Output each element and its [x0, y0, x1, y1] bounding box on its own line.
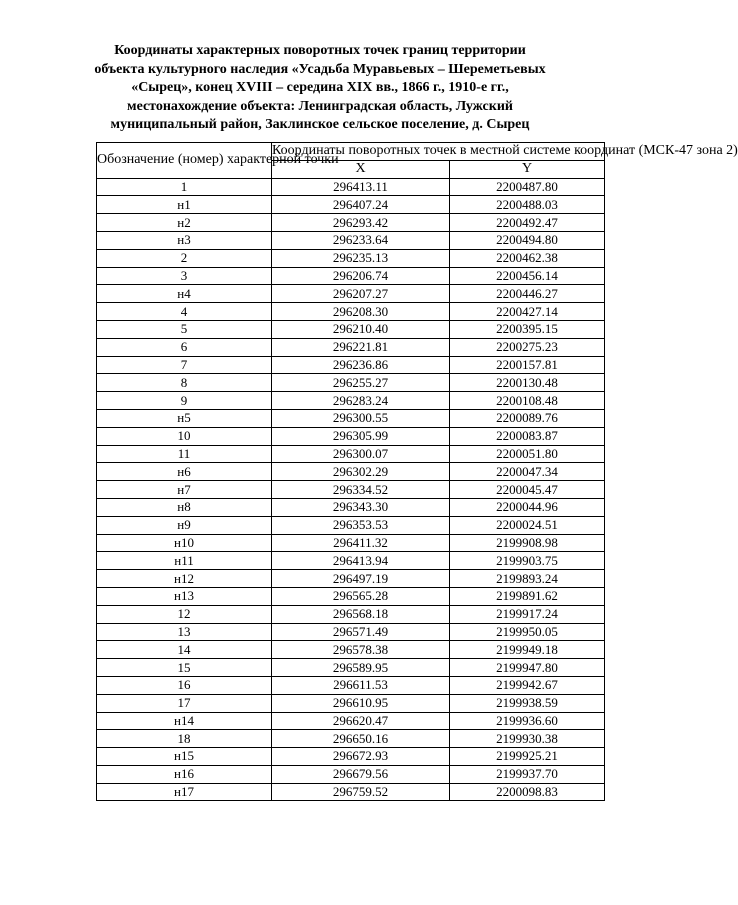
cell-x: 296210.40: [272, 320, 450, 338]
cell-x: 296283.24: [272, 392, 450, 410]
cell-x: 296568.18: [272, 605, 450, 623]
cell-x: 296413.11: [272, 178, 450, 196]
cell-x: 296611.53: [272, 676, 450, 694]
cell-x: 296610.95: [272, 694, 450, 712]
cell-point: н3: [97, 231, 272, 249]
table-row: [97, 249, 605, 267]
cell-x: 296236.86: [272, 356, 450, 374]
cell-point: н17: [97, 783, 272, 801]
cell-y: 2200108.48: [450, 392, 605, 410]
cell-y: 2200089.76: [450, 409, 605, 427]
table-row: [97, 587, 605, 605]
cell-point: н1: [97, 196, 272, 214]
cell-y: 2200051.80: [450, 445, 605, 463]
cell-y: 2199893.24: [450, 570, 605, 588]
cell-y: 2200047.34: [450, 463, 605, 481]
table-row: [97, 498, 605, 516]
cell-y: 2200456.14: [450, 267, 605, 285]
cell-y: 2200083.87: [450, 427, 605, 445]
table-row: [97, 534, 605, 552]
cell-x: 296255.27: [272, 374, 450, 392]
cell-x: 296300.07: [272, 445, 450, 463]
cell-y: 2199937.70: [450, 765, 605, 783]
cell-x: 296334.52: [272, 481, 450, 499]
cell-point: 6: [97, 338, 272, 356]
header-point: Обозначение (номер) характерной точки: [97, 143, 272, 179]
cell-point: 16: [97, 676, 272, 694]
table-row: [97, 694, 605, 712]
cell-y: 2200395.15: [450, 320, 605, 338]
cell-point: н7: [97, 481, 272, 499]
table-row: [97, 783, 605, 801]
table-row: [97, 481, 605, 499]
table-row: [97, 463, 605, 481]
cell-point: н2: [97, 214, 272, 232]
cell-y: 2200044.96: [450, 498, 605, 516]
cell-x: 296235.13: [272, 249, 450, 267]
table-row: [97, 320, 605, 338]
cell-point: н13: [97, 587, 272, 605]
table-row: [97, 338, 605, 356]
cell-x: 296565.28: [272, 587, 450, 605]
cell-point: н16: [97, 765, 272, 783]
table-row: [97, 409, 605, 427]
cell-x: 296206.74: [272, 267, 450, 285]
cell-y: 2199891.62: [450, 587, 605, 605]
table-row: [97, 445, 605, 463]
cell-x: 296353.53: [272, 516, 450, 534]
cell-y: 2199949.18: [450, 641, 605, 659]
table-row: [97, 267, 605, 285]
table-row: [97, 374, 605, 392]
cell-x: 296650.16: [272, 730, 450, 748]
table-row: [97, 178, 605, 196]
cell-point: 14: [97, 641, 272, 659]
cell-point: 3: [97, 267, 272, 285]
table-row: [97, 765, 605, 783]
table-row: [97, 516, 605, 534]
table-row: [97, 748, 605, 766]
header-coordinates: Координаты поворотных точек в местной системе координат (МСК-47 зона 2): [272, 143, 738, 159]
cell-y: 2200427.14: [450, 303, 605, 321]
table-row: [97, 196, 605, 214]
cell-x: 296571.49: [272, 623, 450, 641]
cell-x: 296233.64: [272, 231, 450, 249]
cell-point: 15: [97, 659, 272, 677]
cell-y: 2200487.80: [450, 178, 605, 196]
cell-point: н15: [97, 748, 272, 766]
table-row: [97, 552, 605, 570]
table-row: [97, 231, 605, 249]
title-line: «Сырец», конец XVIII – середина XIX вв., 1866 г., 1910-е гг.,: [131, 80, 509, 95]
cell-x: 296589.95: [272, 659, 450, 677]
cell-y: 2199947.80: [450, 659, 605, 677]
cell-x: 296302.29: [272, 463, 450, 481]
cell-y: 2199936.60: [450, 712, 605, 730]
cell-y: 2199950.05: [450, 623, 605, 641]
cell-x: 296207.27: [272, 285, 450, 303]
cell-point: н12: [97, 570, 272, 588]
header-x: X: [272, 160, 450, 178]
cell-x: 296305.99: [272, 427, 450, 445]
cell-y: 2200494.80: [450, 231, 605, 249]
table-header: [97, 143, 738, 179]
title-line: Координаты характерных поворотных точек границ территории: [114, 43, 526, 58]
cell-y: 2200157.81: [450, 356, 605, 374]
cell-point: н9: [97, 516, 272, 534]
cell-point: н4: [97, 285, 272, 303]
title-line: муниципальный район, Заклинское сельское поселение, д. Сырец: [110, 117, 530, 132]
cell-point: 4: [97, 303, 272, 321]
cell-point: 8: [97, 374, 272, 392]
cell-y: 2199908.98: [450, 534, 605, 552]
cell-y: 2200492.47: [450, 214, 605, 232]
cell-point: 17: [97, 694, 272, 712]
table-row: [97, 570, 605, 588]
table-row: [97, 712, 605, 730]
cell-x: 296672.93: [272, 748, 450, 766]
cell-point: н14: [97, 712, 272, 730]
table-body: [97, 178, 605, 801]
cell-point: н11: [97, 552, 272, 570]
cell-point: 18: [97, 730, 272, 748]
cell-y: 2200488.03: [450, 196, 605, 214]
table-row: [97, 427, 605, 445]
table-row: [97, 214, 605, 232]
cell-x: 296407.24: [272, 196, 450, 214]
table-row: [97, 392, 605, 410]
table-row: [97, 605, 605, 623]
cell-y: 2200275.23: [450, 338, 605, 356]
cell-y: 2200446.27: [450, 285, 605, 303]
table-row: [97, 659, 605, 677]
cell-x: 296620.47: [272, 712, 450, 730]
cell-y: 2199903.75: [450, 552, 605, 570]
cell-x: 296293.42: [272, 214, 450, 232]
cell-x: 296221.81: [272, 338, 450, 356]
cell-point: 13: [97, 623, 272, 641]
table-row: [97, 730, 605, 748]
cell-x: 296411.32: [272, 534, 450, 552]
document-title: [60, 42, 580, 135]
cell-y: 2199942.67: [450, 676, 605, 694]
cell-point: 5: [97, 320, 272, 338]
cell-x: 296578.38: [272, 641, 450, 659]
cell-point: 7: [97, 356, 272, 374]
cell-y: 2199930.38: [450, 730, 605, 748]
table-row: [97, 356, 605, 374]
cell-y: 2200045.47: [450, 481, 605, 499]
cell-y: 2200024.51: [450, 516, 605, 534]
coordinates-table: [96, 142, 738, 801]
cell-x: 296208.30: [272, 303, 450, 321]
cell-y: 2200098.83: [450, 783, 605, 801]
cell-point: 10: [97, 427, 272, 445]
cell-point: н10: [97, 534, 272, 552]
title-line: местонахождение объекта: Ленинградская область, Лужский: [127, 98, 513, 114]
table-row: [97, 303, 605, 321]
cell-point: 2: [97, 249, 272, 267]
cell-y: 2200130.48: [450, 374, 605, 392]
cell-point: н6: [97, 463, 272, 481]
table-row: [97, 676, 605, 694]
cell-point: 9: [97, 392, 272, 410]
cell-point: 11: [97, 445, 272, 463]
table-row: [97, 623, 605, 641]
cell-x: 296343.30: [272, 498, 450, 516]
table-row: [97, 285, 605, 303]
cell-point: н5: [97, 409, 272, 427]
cell-x: 296679.56: [272, 765, 450, 783]
cell-x: 296759.52: [272, 783, 450, 801]
cell-x: 296497.19: [272, 570, 450, 588]
table-row: [97, 641, 605, 659]
title-line: объекта культурного наследия «Усадьба Муравьевых – Шереметьевых: [94, 61, 546, 77]
header-y: Y: [450, 160, 605, 178]
cell-y: 2199925.21: [450, 748, 605, 766]
cell-point: 1: [97, 178, 272, 196]
cell-y: 2199938.59: [450, 694, 605, 712]
cell-x: 296413.94: [272, 552, 450, 570]
cell-point: н8: [97, 498, 272, 516]
cell-x: 296300.55: [272, 409, 450, 427]
cell-point: 12: [97, 605, 272, 623]
cell-y: 2200462.38: [450, 249, 605, 267]
cell-y: 2199917.24: [450, 605, 605, 623]
